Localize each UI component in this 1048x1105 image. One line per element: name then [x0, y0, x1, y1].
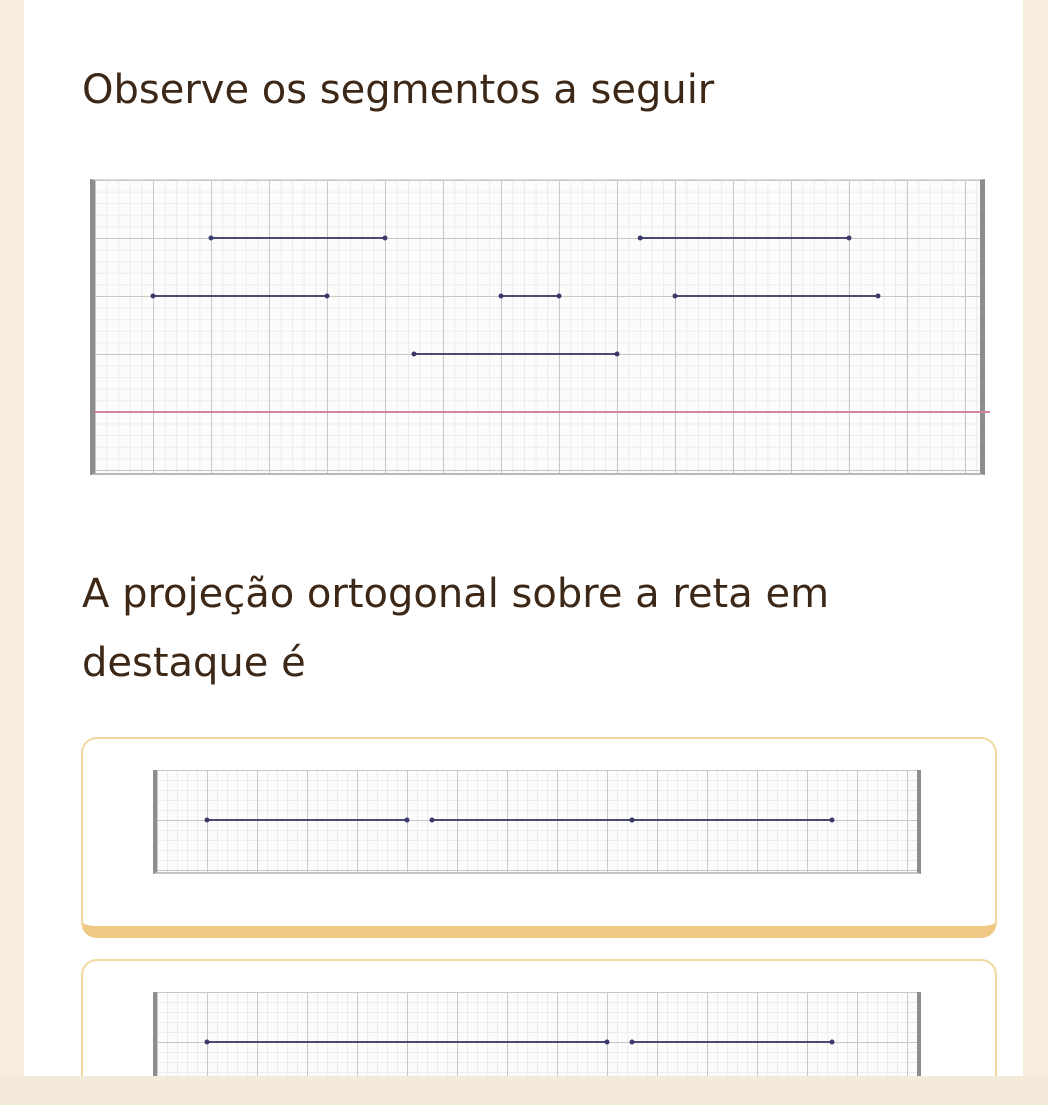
segment-2-end-point	[847, 236, 852, 241]
option-a-segment-2-start-point	[430, 818, 435, 823]
segment-6-start-point	[412, 352, 417, 357]
segment-4-start-point	[499, 294, 504, 299]
question-title: Observe os segmentos a seguir	[82, 67, 715, 113]
segment-6-end-point	[615, 352, 620, 357]
option-b-figure-svg	[157, 992, 925, 1076]
question-prompt: A projeção ortogonal sobre a reta em destaque é	[82, 571, 830, 686]
segment-3-end-point	[325, 294, 330, 299]
segment-2-start-point	[638, 236, 643, 241]
option-b-segment-1-start-point	[205, 1040, 210, 1045]
option-b-segment-1-end-point	[605, 1040, 610, 1045]
segments-figure	[90, 179, 985, 475]
option-b-segment-2-end-point	[830, 1040, 835, 1045]
option-b-figure	[153, 992, 921, 1076]
segment-5-start-point	[673, 294, 678, 299]
option-a-segment-3-end-point	[830, 818, 835, 823]
option-a-figure-svg	[157, 770, 925, 874]
segments-figure-svg	[95, 180, 990, 476]
segment-3-start-point	[151, 294, 156, 299]
option-a-segment-1-end-point	[405, 818, 410, 823]
segment-1-end-point	[383, 236, 388, 241]
option-b-segment-2-start-point	[630, 1040, 635, 1045]
bottom-bar	[0, 1076, 1048, 1105]
segment-1-start-point	[209, 236, 214, 241]
answer-option-b[interactable]	[81, 959, 997, 1076]
segment-4-end-point	[557, 294, 562, 299]
option-a-segment-1-start-point	[205, 818, 210, 823]
segment-5-end-point	[876, 294, 881, 299]
option-a-figure	[153, 770, 921, 874]
question-card	[24, 0, 1023, 1076]
option-a-segment-3-start-point	[630, 818, 635, 823]
answer-option-a[interactable]	[81, 737, 997, 938]
